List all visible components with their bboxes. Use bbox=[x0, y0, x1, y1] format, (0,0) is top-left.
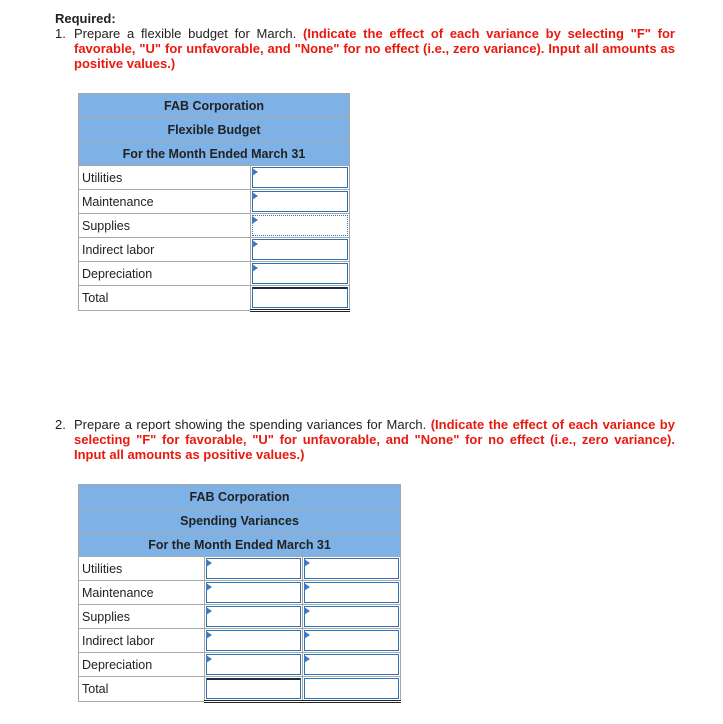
required-heading: Required: bbox=[55, 11, 116, 26]
row-label-maintenance: Maintenance bbox=[79, 190, 251, 214]
maintenance-variance-amount-input[interactable] bbox=[205, 581, 303, 605]
table-row bbox=[79, 262, 350, 286]
dropdown-marker-icon bbox=[304, 559, 310, 567]
table-row bbox=[79, 677, 401, 702]
row-label-depreciation: Depreciation bbox=[79, 653, 205, 677]
dropdown-marker-icon bbox=[304, 631, 310, 639]
row-label-utilities: Utilities bbox=[79, 166, 251, 190]
table-2-period: For the Month Ended March 31 bbox=[79, 533, 401, 557]
dropdown-marker-icon bbox=[252, 264, 258, 272]
dropdown-marker-icon bbox=[252, 216, 258, 224]
question-1 bbox=[55, 26, 675, 71]
dropdown-marker-icon bbox=[206, 631, 212, 639]
total-variance-effect-select[interactable] bbox=[303, 677, 401, 702]
question-1-number: 1. bbox=[55, 26, 66, 41]
dropdown-marker-icon bbox=[304, 607, 310, 615]
indirect-labor-amount-input[interactable] bbox=[251, 238, 350, 262]
supplies-variance-amount-input[interactable] bbox=[205, 605, 303, 629]
table-row bbox=[79, 286, 350, 311]
dropdown-marker-icon bbox=[206, 559, 212, 567]
row-label-maintenance: Maintenance bbox=[79, 581, 205, 605]
total-amount-input[interactable] bbox=[251, 286, 350, 311]
row-label-supplies: Supplies bbox=[79, 214, 251, 238]
table-row bbox=[79, 581, 401, 605]
flexible-budget-table bbox=[78, 93, 350, 312]
table-row bbox=[79, 653, 401, 677]
utilities-variance-effect-select[interactable] bbox=[303, 557, 401, 581]
maintenance-amount-input[interactable] bbox=[251, 190, 350, 214]
utilities-variance-amount-input[interactable] bbox=[205, 557, 303, 581]
question-2-number: 2. bbox=[55, 417, 66, 432]
maintenance-variance-effect-select[interactable] bbox=[303, 581, 401, 605]
depreciation-variance-amount-input[interactable] bbox=[205, 653, 303, 677]
utilities-amount-input[interactable] bbox=[251, 166, 350, 190]
indirect-labor-variance-amount-input[interactable] bbox=[205, 629, 303, 653]
spending-variances-table bbox=[78, 484, 401, 703]
dropdown-marker-icon bbox=[304, 655, 310, 663]
row-label-utilities: Utilities bbox=[79, 557, 205, 581]
dropdown-marker-icon bbox=[304, 583, 310, 591]
table-row bbox=[79, 214, 350, 238]
table-row bbox=[79, 238, 350, 262]
row-label-supplies: Supplies bbox=[79, 605, 205, 629]
row-label-indirect-labor: Indirect labor bbox=[79, 238, 251, 262]
dropdown-marker-icon bbox=[252, 168, 258, 176]
table-2-title: Spending Variances bbox=[79, 509, 401, 533]
table-row bbox=[79, 629, 401, 653]
dropdown-marker-icon bbox=[206, 655, 212, 663]
total-variance-amount-input[interactable] bbox=[205, 677, 303, 702]
table-1-company: FAB Corporation bbox=[79, 94, 350, 118]
indirect-labor-variance-effect-select[interactable] bbox=[303, 629, 401, 653]
table-row bbox=[79, 605, 401, 629]
table-1-period: For the Month Ended March 31 bbox=[79, 142, 350, 166]
table-row bbox=[79, 557, 401, 581]
question-2 bbox=[55, 417, 675, 462]
row-label-total: Total bbox=[79, 677, 205, 702]
dropdown-marker-icon bbox=[252, 192, 258, 200]
question-1-instruction: (Indicate the effect of each variance by selecting "F" for favorable, "U" for unfavorable, and "None" for no effect (i.e., zero variance). Input all amounts as positive values.) bbox=[74, 26, 675, 71]
dropdown-marker-icon bbox=[206, 607, 212, 615]
table-row bbox=[79, 166, 350, 190]
question-1-text: Prepare a flexible budget for March. bbox=[74, 26, 297, 41]
supplies-amount-input[interactable] bbox=[251, 214, 350, 238]
depreciation-variance-effect-select[interactable] bbox=[303, 653, 401, 677]
supplies-variance-effect-select[interactable] bbox=[303, 605, 401, 629]
dropdown-marker-icon bbox=[206, 583, 212, 591]
question-2-text: Prepare a report showing the spending variances for March. bbox=[74, 417, 427, 432]
question-2-instruction: (Indicate the effect of each variance by selecting "F" for favorable, "U" for unfavorable, and "None" for no effect (i.e., zero variance). Input all amounts as positive values.) bbox=[74, 417, 675, 462]
table-2-company: FAB Corporation bbox=[79, 485, 401, 509]
table-1-title: Flexible Budget bbox=[79, 118, 350, 142]
depreciation-amount-input[interactable] bbox=[251, 262, 350, 286]
row-label-total: Total bbox=[79, 286, 251, 311]
row-label-depreciation: Depreciation bbox=[79, 262, 251, 286]
dropdown-marker-icon bbox=[252, 240, 258, 248]
table-row bbox=[79, 190, 350, 214]
row-label-indirect-labor: Indirect labor bbox=[79, 629, 205, 653]
